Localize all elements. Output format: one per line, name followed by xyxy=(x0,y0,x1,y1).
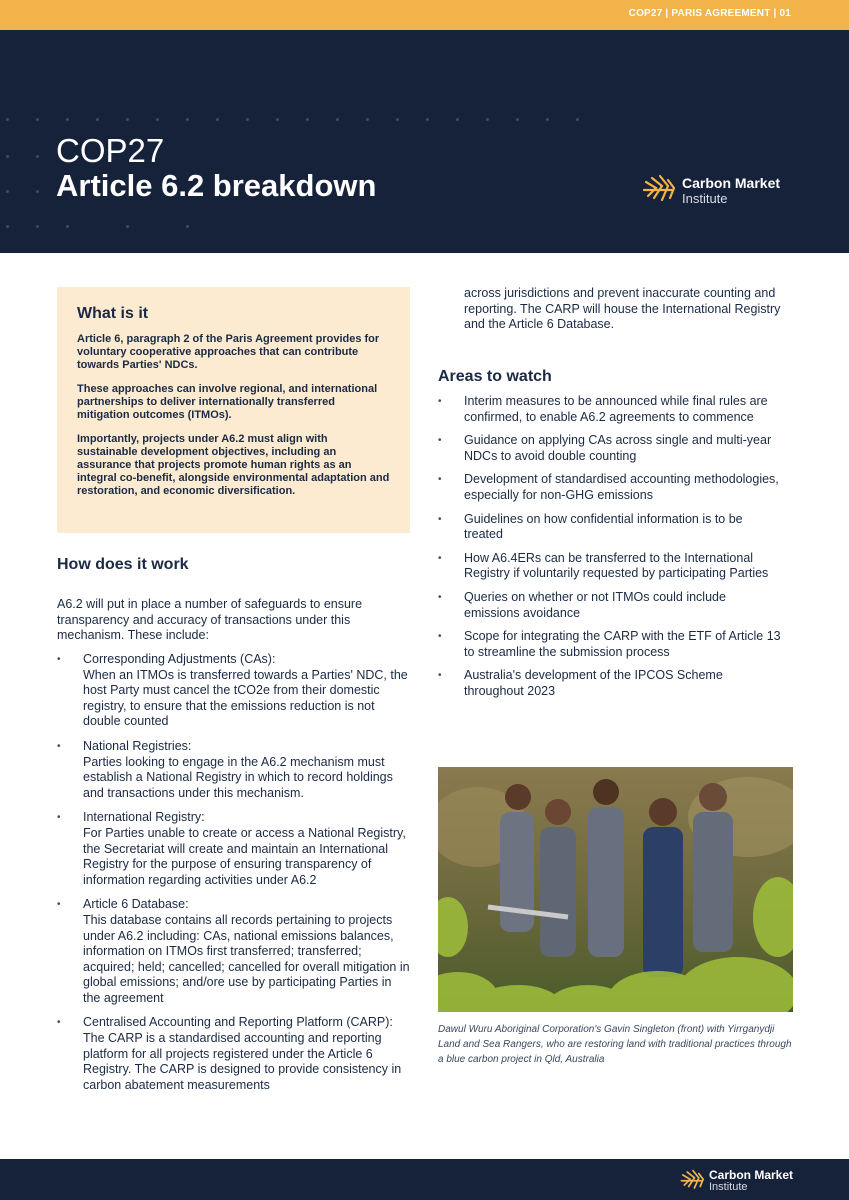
logo-text-secondary: Institute xyxy=(682,191,728,206)
hero-banner xyxy=(0,30,849,253)
list-item xyxy=(57,1015,412,1093)
list-item: • Interim measures to be announced while final rules are confirmed, to enable A6.2 agreements to commence xyxy=(438,394,783,425)
footer-logo xyxy=(680,1165,810,1195)
list-item-title: • National Registries: xyxy=(83,738,192,753)
list-item: • Guidance on applying CAs across single and multi-year NDCs to avoid double counting xyxy=(438,433,783,464)
carp-continuation: across jurisdictions and prevent inaccurate counting and reporting. The CARP will house the International Registry and the Article 6 Database. xyxy=(464,286,781,331)
logo-text-secondary: Institute xyxy=(709,1181,748,1193)
logo-text-primary: Carbon Market xyxy=(682,175,781,191)
list-item: • Development of standardised accounting methodologies, especially for non-GHG emissions xyxy=(438,472,783,503)
top-bar xyxy=(0,0,849,30)
rangers-photo xyxy=(438,767,793,1012)
list-item-body: The CARP is a standardised accounting and reporting platform for all projects registered under the Article 6 Registry. The CARP is designed to provide consistency in carbon abatement measurements xyxy=(83,1031,402,1092)
list-item-body: Parties looking to engage in the A6.2 mechanism must establish a National Registry in which to record holdings and transactions under this mechanism. xyxy=(83,754,393,800)
sun-logo-icon xyxy=(680,1167,706,1193)
list-item-body: This database contains all records pertaining to projects under A6.2 including: CAs, national emissions balances, information on ITMOs first transferred; transferred; acquired; held; cancelled; cancelled for overall mitigation in global emissions; and/ore use by participating Parties in the agreement xyxy=(83,912,410,1005)
list-item: • Queries on whether or not ITMOs could include emissions avoidance xyxy=(438,590,783,621)
list-item-body: For Parties unable to create or access a National Registry, the Secretariat will create and maintain an International Registry for the purpose of ensuring transparency of information regarding activities under A6.2 xyxy=(83,825,406,887)
what-is-it-paragraph: Importantly, projects under A6.2 must align with sustainable development objectives, including an assurance that projects promote human rights as an integral co-benefit, alongside environmental adaptation and restoration, and economic diversification. xyxy=(77,433,390,497)
what-is-it-box xyxy=(57,287,410,533)
what-is-it-paragraph: These approaches can involve regional, and international partnerships to deliver internationally transferred mitigation outcomes (ITMOs). xyxy=(77,383,378,421)
list-item-title: • Corresponding Adjustments (CAs): xyxy=(83,652,276,666)
list-item: • How A6.4ERs can be transferred to the International Registry if voluntarily requested by participating Parties xyxy=(438,551,783,582)
photo-caption: Dawul Wuru Aboriginal Corporation's Gavin Singleton (front) with Yirrganydji Land and Sea Rangers, who are restoring land with traditional practices through a blue carbon project in Qld, Australia xyxy=(438,1024,792,1065)
list-item-body: When an ITMOs is transferred towards a Parties' NDC, the host Party must cancel the tCO2e from their domestic registry, to ensure that the emissions reduction is not double counted xyxy=(83,667,408,729)
areas-to-watch-heading: Areas to watch xyxy=(438,368,552,385)
list-item-title: • Centralised Accounting and Reporting Platform (CARP): xyxy=(83,1015,393,1030)
areas-to-watch-list xyxy=(438,394,783,700)
list-item xyxy=(57,810,412,888)
footer xyxy=(0,1159,849,1200)
logo-text-primary: Carbon Market xyxy=(709,1168,794,1182)
safeguards-list xyxy=(57,652,412,1093)
how-it-works-intro: A6.2 will put in place a number of safeguards to ensure transparency and accuracy of transactions under this mechanism. These include: xyxy=(57,597,363,642)
list-item xyxy=(57,739,412,801)
page-kicker: COP27 xyxy=(56,132,165,169)
what-is-it-paragraph: Article 6, paragraph 2 of the Paris Agreement provides for voluntary cooperative approaches that can contribute towards Parties' NDCs. xyxy=(77,333,380,371)
what-is-it-heading: What is it xyxy=(77,305,149,322)
document-tag: COP27 | PARIS AGREEMENT | 01 xyxy=(628,8,791,19)
list-item-title: • International Registry: xyxy=(83,810,205,825)
rangers-photo-illustration xyxy=(438,767,793,1012)
list-item: • Guidelines on how confidential information is to be treated xyxy=(438,512,783,543)
how-it-works-heading: How does it work xyxy=(57,556,189,573)
list-item: • Scope for integrating the CARP with the ETF of Article 13 to streamline the submission process xyxy=(438,629,783,660)
list-item-title: • Article 6 Database: xyxy=(83,897,189,912)
list-item xyxy=(57,897,412,1006)
list-item: • Australia's development of the IPCOS Scheme throughout 2023 xyxy=(438,668,783,699)
sun-logo-icon xyxy=(642,172,678,206)
cmi-logo xyxy=(642,170,802,210)
list-item xyxy=(57,652,412,730)
page-title: Article 6.2 breakdown xyxy=(56,168,377,203)
